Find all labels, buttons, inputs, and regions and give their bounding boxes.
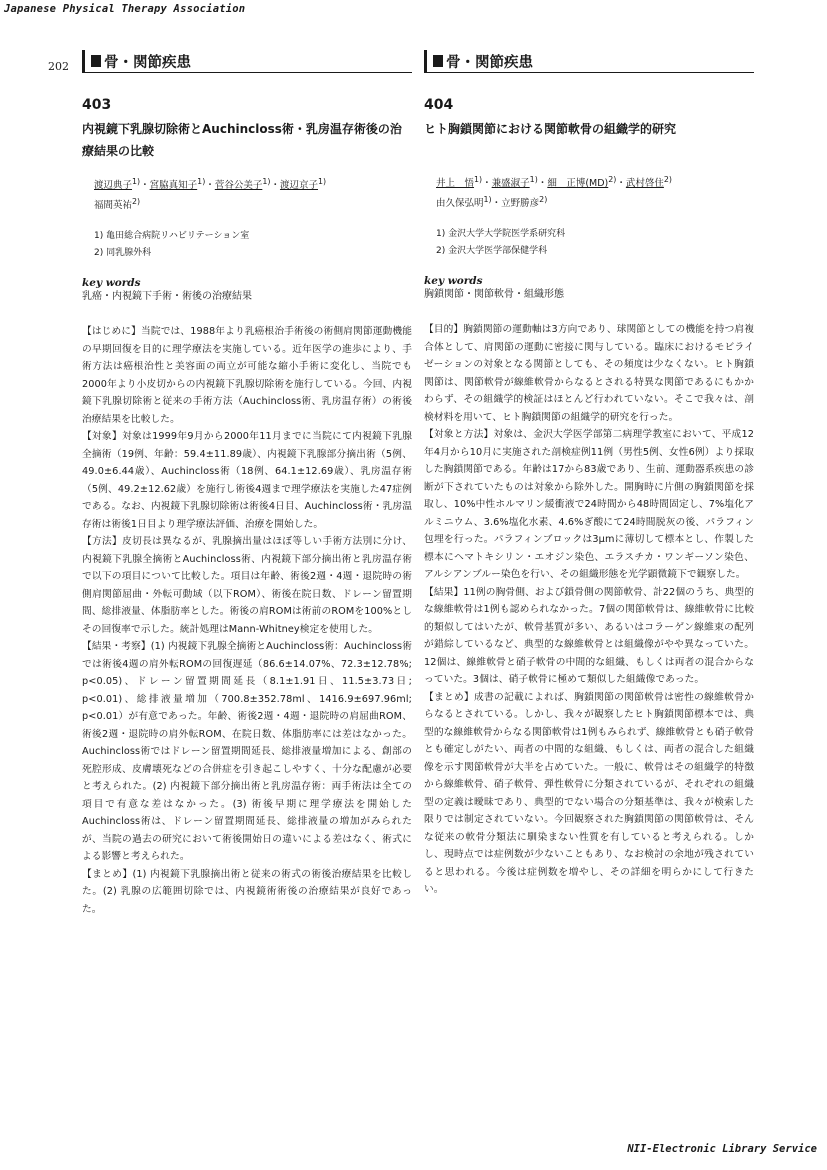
journal-header: Japanese Physical Therapy Association [4, 3, 246, 15]
author-affil-mark: 1) [262, 177, 271, 186]
abstract-title: ヒト胸鎖関節における関節軟骨の組織学的研究 [424, 122, 677, 136]
affiliation: 2) 金沢大学医学部保健学科 [436, 246, 548, 257]
keywords-heading: key words [424, 275, 483, 288]
abstract-403 [82, 50, 412, 918]
author-affil-mark: 2) [132, 197, 141, 207]
page-number: 202 [48, 60, 69, 73]
author-list: 渡辺典子$^{1)}$・宮脇真知子$^{1)}$・菅谷公美子$^{1)}$・渡辺京子$^{1)}$ 福間英祐$^{2)}$ [94, 177, 327, 212]
author-affil-mark: 1) [317, 177, 327, 186]
affiliation: 1) 金沢大学大学院医学系研究科 [436, 229, 566, 240]
section-heading [424, 50, 754, 73]
author-affil-mark: 2) [663, 175, 673, 184]
keywords-heading: key words [82, 277, 141, 290]
square-bullet-icon [433, 55, 443, 67]
affiliations [82, 228, 412, 262]
author: 立野勝彦 [501, 198, 540, 210]
body-paragraph: 【結果】11例の胸骨側、および鎖骨側の関節軟骨、計22個のうち、典型的な線維軟骨は1例も認められなかった。7個の関節軟骨は、線維軟骨に比較的類似してはいたが、軟骨基質が多い、あるいはコラーゲン線維束の配列が錯綜しているなど、典型的な線維軟骨とは組織像がやや異なっていた。12個は、線維軟骨と硝子軟骨の中間的な組織、もしくは両者の混合からなっていた。3個は、硝子軟骨に極めて類似した組織像であった。 [424, 586, 754, 686]
author: 渡辺典子 [94, 180, 133, 192]
body-paragraph: 【対象と方法】対象は、金沢大学医学部第二病理学教室において、平成12年4月から10月に実施された剖検症例11例（男性5例、女性6例）より採取した胸鎖関節である。年齢は17から83歳であり、生前、運動器系疾患の診断が下されていたものは対象から除外した。開胸時に片側の胸鎖関節を採取し、10%中性ホルマリン緩衝液で24時間から48時間固定し、7%塩化アルミニウム、3.6%塩化水素、4.6%ぎ酸にて24時間脱灰の後、パラフィン包埋を行った。パラフィンブロックは3μmに薄切して標本とし、作製した標本にヘマトキシリン・エオジン染色、エラスチカ・ワンギーソン染色、アルシアンブルー染色を行い、その組織形態を光学顕微鏡下で観察した。 [424, 429, 754, 581]
author: 井上 悟 [436, 178, 475, 190]
author-affil-mark: 1) [474, 175, 483, 184]
author: 福間英祐 [94, 200, 133, 212]
abstract-404 [424, 50, 754, 899]
keywords: 胸鎖関節・関節軟骨・組織形態 [424, 289, 564, 301]
body-paragraph: 【対象】対象は1999年9月から2000年11月までに当院にて内視鏡下乳腺全摘術（19例、年齢：59.4±11.89歳）、内視鏡下乳腺部分摘出術（5例、49.0±6.44歳）、Auchincloss術（18例、64.1±12.69歳）、乳房温存術（5例、49.2±12.62歳）を施行し術後4週まで理学療法を実施した47症例である。なお、内視鏡下乳腺切除術は術後4日目、Auchincloss術・乳房温存術は術後1日目より理学療法評価、治療を開始した。 [82, 431, 412, 530]
body-paragraph: 【まとめ】成書の記載によれば、胸鎖関節の関節軟骨は密性の線維軟骨からなるとされている。しかし、我々が観察したヒト胸鎖関節標本では、典型的な線維軟骨からなる関節軟骨は1例もみられず、線維軟骨とも硝子軟骨とも確定しがたい、両者の中間的な組織、もしくは、両者の混合した組織像を示す関節軟骨が大半を占めていた。一般に、軟骨はその組織学的特徴から線維軟骨、硝子軟骨、弾性軟骨に分類されているが、それぞれの組織型の定義は曖昧であり、典型的でない場合の分類基準は、我々が検索した限りでは制定されていない。今回観察された胸鎖関節の関節軟骨は、そんな従来の軟骨分類法に馴染まない性質を有していると考えられる。しかし、現時点では症例数が少ないこともあり、なお検討の余地が残されていると思われる。今後は症例数を増やし、その詳細を明らかにして行きたい。 [424, 691, 754, 896]
body-paragraph: 【目的】胸鎖関節の運動軸は3方向であり、球関節としての機能を持つ肩複合体として、肩関節の運動に密接に関与している。臨床におけるモビライゼーションの対象となる関節としても、その頻度は少なくない。ヒト胸鎖関節は、関節軟骨が線維軟骨からなるとされる特異な関節であるにもかかわらず、その組織学的検証はほとんど行われていない。そこで我々は、剖検材料を用いて、ヒト胸鎖関節の組織学的研究を行った。 [424, 324, 754, 423]
affiliation: 1) 亀田総合病院リハビリテーション室 [94, 231, 250, 242]
affiliation: 2) 同乳腺外科 [94, 248, 152, 259]
body-paragraph: 【はじめに】当院では、1988年より乳癌根治手術後の術側肩関節運動機能の早期回復を目的に理学療法を実施している。近年医学の進歩により、手術方法は癌根治性と美容面の両立が可能な縮小手術に変化し、当院でも2000年より小皮切からの内視鏡下乳腺切除術を施行している。今回、内視鏡下乳腺切除術と従来の手術方法（Auchincloss術、乳房温存術）の術後治療結果を比較した。 [82, 326, 412, 425]
section-heading [82, 50, 412, 73]
author: 細 正博(MD) [547, 178, 609, 190]
author-affil-mark: 2) [539, 195, 548, 205]
author: 宮脇真知子 [149, 180, 198, 192]
abstract-number: 403 [82, 97, 112, 113]
author-list: 井上 悟$^{1)}$・兼盛淑子$^{1)}$・細 正博(MD)$^{2)}$・武村啓住$^{2)}$ 由久保弘明$^{1)}$・立野勝彦$^{2)}$ [436, 175, 673, 210]
keywords: 乳癌・内視鏡下手術・術後の治療結果 [82, 291, 252, 303]
author: 武村啓住 [625, 178, 664, 190]
square-bullet-icon [91, 55, 101, 67]
author: 渡辺京子 [279, 180, 318, 192]
section-label: 骨・関節疾患 [446, 54, 533, 71]
section-label: 骨・関節疾患 [104, 54, 191, 71]
abstract-number: 404 [424, 97, 454, 113]
abstract-title: 内視鏡下乳腺切除術とAuchincloss術・乳房温存術後の治療結果の比較 [82, 122, 402, 158]
author: 菅谷公美子 [214, 180, 263, 192]
author-affil-mark: 1) [529, 175, 538, 184]
author: 由久保弘明 [436, 198, 484, 210]
affiliations [424, 226, 754, 260]
author-affil-mark: 1) [197, 177, 206, 186]
library-footer: NII-Electronic Library Service [627, 1143, 817, 1155]
author: 兼盛淑子 [491, 178, 530, 190]
body-paragraph: 【方法】皮切長は異なるが、乳腺摘出量はほぼ等しい手術方法別に分け、内視鏡下乳腺全摘術とAuchincloss術、内視鏡下部分摘出術と乳房温存術で以下の項目について比較した。項目は年齢、術後2週・4週・退院時の術側肩関節屈曲・外転可動域（以下ROM）、術後在院日数、ドレーン留置期間、総排液量、体脂肪率とした。術後の肩ROMは術前のROMを100%としその回復率で示した。統計処理はMann-Whitney検定を使用した。 [82, 536, 412, 635]
author-affil-mark: 1) [132, 177, 141, 186]
body-paragraph: 【まとめ】(1) 内視鏡下乳腺摘出術と従来の術式の術後治療結果を比較した。(2) 乳腺の広範囲切除では、内視鏡術術後の治療結果が良好であった。 [82, 868, 412, 915]
author-affil-mark: 2) [608, 175, 617, 184]
author-affil-mark: 1) [483, 195, 492, 205]
body-paragraph: 【結果・考察】(1) 内視鏡下乳腺全摘術とAuchincloss術：Auchincloss術では術後4週の肩外転ROMの回復遅延（86.6±14.07%、72.3±12.78%; p<0.05)、ドレーン留置期間延長（8.1±1.91日、11.5±3.73日; p<0.01)、総排液量増加（700.8±352.78ml、1416.9±697.96ml; p<0.01）が有意であった。年齢、術後2週・4週・退院時の肩屈曲ROM、術後2週・退院時の肩外転ROM、在院日数、体脂肪率には差はなかった。Auchincloss術ではドレーン留置期間延長、総排液量増加による、創部の死腔形成、皮膚壊死などの合併症を引き起こしやすく、十分な配慮が必要と考えられた。(2) 内視鏡下部分摘出術と乳房温存術：両手術法は全ての項目で有意な差はなかった。(3) 術後早期に理学療法を開始したAuchincloss術は、ドレーン留置期間延長、総排液量の増加がみられたが、当院の過去の研究において術後開始日の違いによる差はなく、術式による影響と考えられた。 [82, 641, 412, 863]
